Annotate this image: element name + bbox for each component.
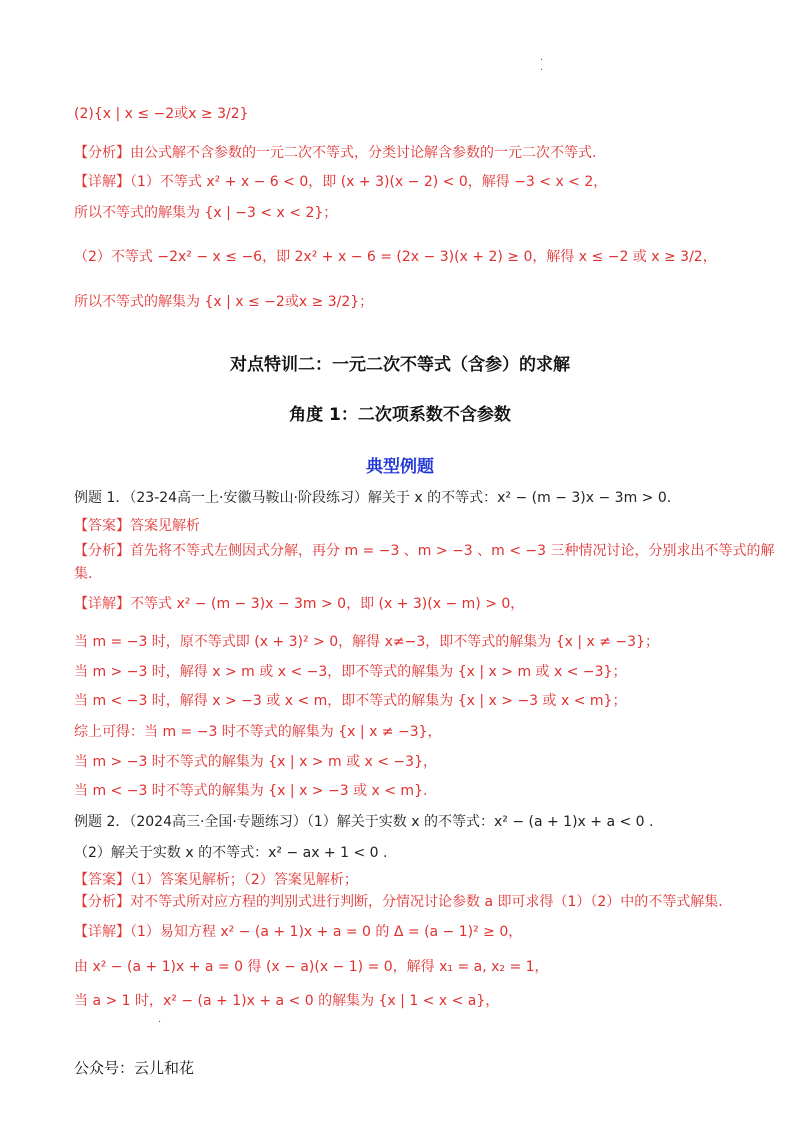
text-line-9: 【分析】首先将不等式左侧因式分解，再分 m = −3 、m > −3 、m < −3 三种情况讨论，分别求出不等式的解 (74, 543, 775, 559)
text-line-19: （2）解关于实数 x 的不等式：x² − ax + 1 < 0 . (74, 845, 388, 861)
text-line-18: 例题 2．（2024高三·全国·专题练习）（1）解关于实数 x 的不等式：x² − (a + 1)x + a < 0 . (74, 814, 654, 830)
stray-mark: · (158, 1017, 162, 1028)
text-line-17: 当 m < −3 时不等式的解集为 {x | x > −3 或 x < m}. (74, 783, 428, 799)
text-line-23: 由 x² − (a + 1)x + a = 0 得 (x − a)(x − 1) = 0，解得 x₁ = a, x₂ = 1， (74, 959, 549, 975)
text-line-2: 【分析】由公式解不含参数的一元二次不等式，分类讨论解含参数的一元二次不等式. (74, 145, 597, 161)
text-line-10: 集. (74, 566, 93, 582)
text-line-1: (2){x | x ≤ −2或x ≥ 3/2} (74, 106, 249, 122)
subsection-heading: 角度 1：二次项系数不含参数 (289, 405, 511, 425)
examples-title: 典型例题 (366, 457, 434, 477)
text-line-6: 所以不等式的解集为 {x | x ≤ −2或x ≥ 3/2}； (74, 294, 374, 310)
text-line-3: 【详解】（1）不等式 x² + x − 6 < 0，即 (x + 3)(x − 2) < 0，解得 −3 < x < 2， (74, 174, 608, 190)
text-line-24: 当 a > 1 时，x² − (a + 1)x + a < 0 的解集为 {x | 1 < x < a}， (74, 993, 500, 1009)
text-line-22: 【详解】（1）易知方程 x² − (a + 1)x + a = 0 的 Δ = (a − 1)² ≥ 0， (74, 924, 523, 940)
footer-text: 公众号：云儿和花 (74, 1059, 195, 1077)
section-heading: 对点特训二：一元二次不等式（含参）的求解 (230, 355, 570, 375)
text-line-16: 当 m > −3 时不等式的解集为 {x | x > m 或 x < −3}， (74, 754, 437, 770)
text-line-20: 【答案】（1）答案见解析；（2）答案见解析； (74, 872, 358, 888)
text-line-5: （2）不等式 −2x² − x ≤ −6，即 2x² + x − 6 = (2x − 3)(x + 2) ≥ 0，解得 x ≤ −2 或 x ≥ 3/2， (74, 249, 717, 265)
text-line-14: 当 m < −3 时，解得 x > −3 或 x < m，即不等式的解集为 {x | x > −3 或 x < m}； (74, 693, 627, 709)
text-line-11: 【详解】不等式 x² − (m − 3)x − 3m > 0，即 (x + 3)(x − m) > 0， (74, 596, 525, 612)
text-line-7: 例题 1．（23-24高一上·安徽马鞍山·阶段练习）解关于 x 的不等式：x² − (m − 3)x − 3m > 0. (74, 490, 672, 506)
text-line-8: 【答案】答案见解析 (74, 518, 200, 534)
text-line-4: 所以不等式的解集为 {x | −3 < x < 2}； (74, 205, 338, 221)
text-line-21: 【分析】对不等式所对应方程的判别式进行判断，分情况讨论参数 a 即可求得（1）（2）中的不等式解集. (74, 894, 723, 910)
text-line-13: 当 m > −3 时，解得 x > m 或 x < −3，即不等式的解集为 {x | x > m 或 x < −3}； (74, 664, 627, 680)
page-corner-marks: · · (540, 55, 544, 76)
text-line-12: 当 m = −3 时，原不等式即 (x + 3)² > 0，解得 x≠−3，即不等式的解集为 {x | x ≠ −3}； (74, 634, 659, 650)
text-line-15: 综上可得：当 m = −3 时不等式的解集为 {x | x ≠ −3}， (74, 724, 442, 740)
